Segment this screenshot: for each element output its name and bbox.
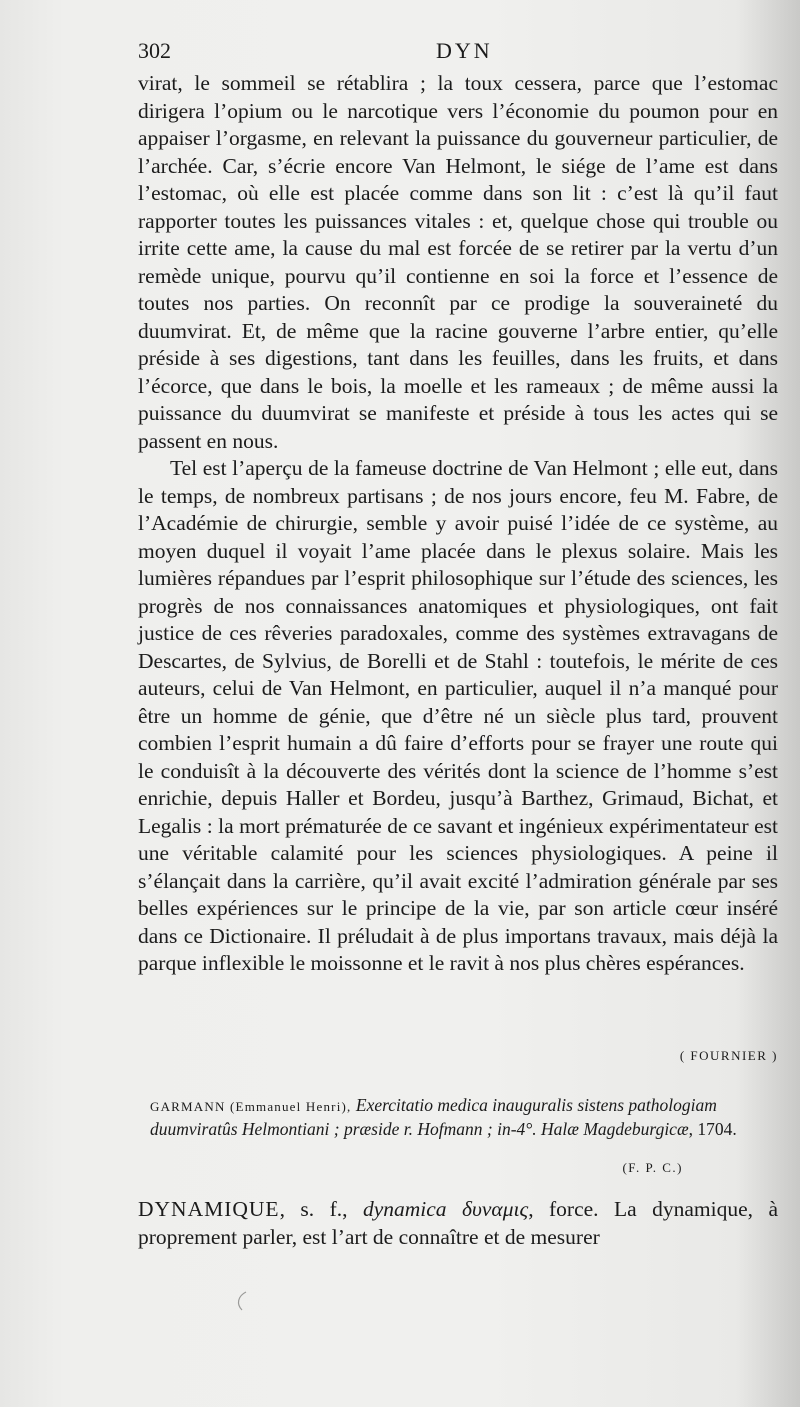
entry-text: , force. La dynamique, à proprement parler, est l’art de connaître et de mesurer — [138, 1197, 779, 1249]
author-signature: ( FOURNIER ) — [679, 1048, 778, 1063]
bibliography-signature: (F. P. C.) — [622, 1160, 683, 1175]
entry-grammar: , s. f., — [279, 1197, 348, 1221]
page-number: 302 — [138, 38, 171, 63]
page-header — [138, 38, 778, 70]
entry-greek: δυναμις — [462, 1197, 529, 1221]
entry-headword: DYNAMIQUE — [138, 1197, 280, 1221]
bibliography-title: Exercitatio medica inauguralis sistens pathologiam duumviratûs Helmontiani ; præside r. Hofmann ; in-4°. Halæ Magdeburgicæ — [150, 1095, 717, 1139]
running-head: DYN — [436, 38, 493, 63]
paragraph-2: Tel est l’aperçu de la fameuse doctrine de Van Helmont ; elle eut, dans le temps, de nombreux partisans ; de nos jours encore, feu M. Fabre, de l’Académie de chirurgie, semble y avoir puisé l’idée de ce système, au moyen duquel il voyait l’ame placée dans le plexus solaire. Mais les lumières répandues par l’esprit philosophique sur l’étude des sciences, les progrès de nos connaissances anatomiques et physiologiques, ont fait justice de ces rêveries paradoxales, comme des systèmes extravagans de Descartes, de Sylvius, de Borelli et de Stahl : toutefois, le mérite de ces auteurs, celui de Van Helmont, en particulier, auquel il n’a manqué pour être un homme de génie, que d’être né un siècle plus tard, prouvent combien l’esprit humain a dû faire d’efforts pour se frayer une route qui le conduisît à la découverte des vérités dont la science de l’homme s’est enrichie, depuis Haller et Bordeu, jusqu’à Barthez, Grimaud, Bichat, et Legalis : la mort prématurée de ce savant et ingénieux expérimentateur est une véritable calamité pour les sciences physiologiques. A peine il s’élançait dans la carrière, qu’il avait excité l’admiration générale par ses belles expériences sur le principe de la vie, par son article cœur inséré dans ce Dictionaire. Il préludait à de plus importans travaux, mais déjà la parque inflexible le moissonne et le ravit à nos plus chères espérances. — [138, 456, 778, 975]
bibliography-author: GARMANN (Emmanuel Henri), — [150, 1099, 352, 1114]
paragraph-1: virat, le sommeil se rétablira ; la toux cessera, parce que l’estomac dirigera l’opium ou le narcotique vers l’économie du poumon pour en appaiser l’orgasme, en relevant la puissance du gouverneur particulier, de l’archée. Car, s’écrie encore Van Helmont, le siége de l’ame est dans l’estomac, où elle est placée comme dans son lit : c’est là qu’il faut rapporter toutes les puissances vitales : et, quelque chose qui trouble ou irrite cette ame, la cause du mal est forcée de se retirer par la vertu d’un remède unique, pourvu qu’il contienne en soi la force et l’essence de toutes nos parties. On reconnît par ce prodige la souveraineté du duumvirat. Et, de même que la racine gouverne l’arbre entier, qu’elle préside à ses digestions, tant dans les feuilles, dans les fruits, et dans l’écorce, que dans le bois, la moelle et les rameaux ; de même aussi la puissance du duumvirat se manifeste et préside à tous les actes qui se passent en nous. — [138, 71, 778, 453]
bibliography-entry — [150, 1094, 780, 1141]
dictionary-entry — [138, 1196, 778, 1251]
bibliography-year: , 1704. — [688, 1119, 737, 1139]
article-body — [138, 70, 778, 978]
entry-latin: dynamica — [362, 1197, 447, 1221]
pencil-mark-icon — [232, 1290, 250, 1312]
